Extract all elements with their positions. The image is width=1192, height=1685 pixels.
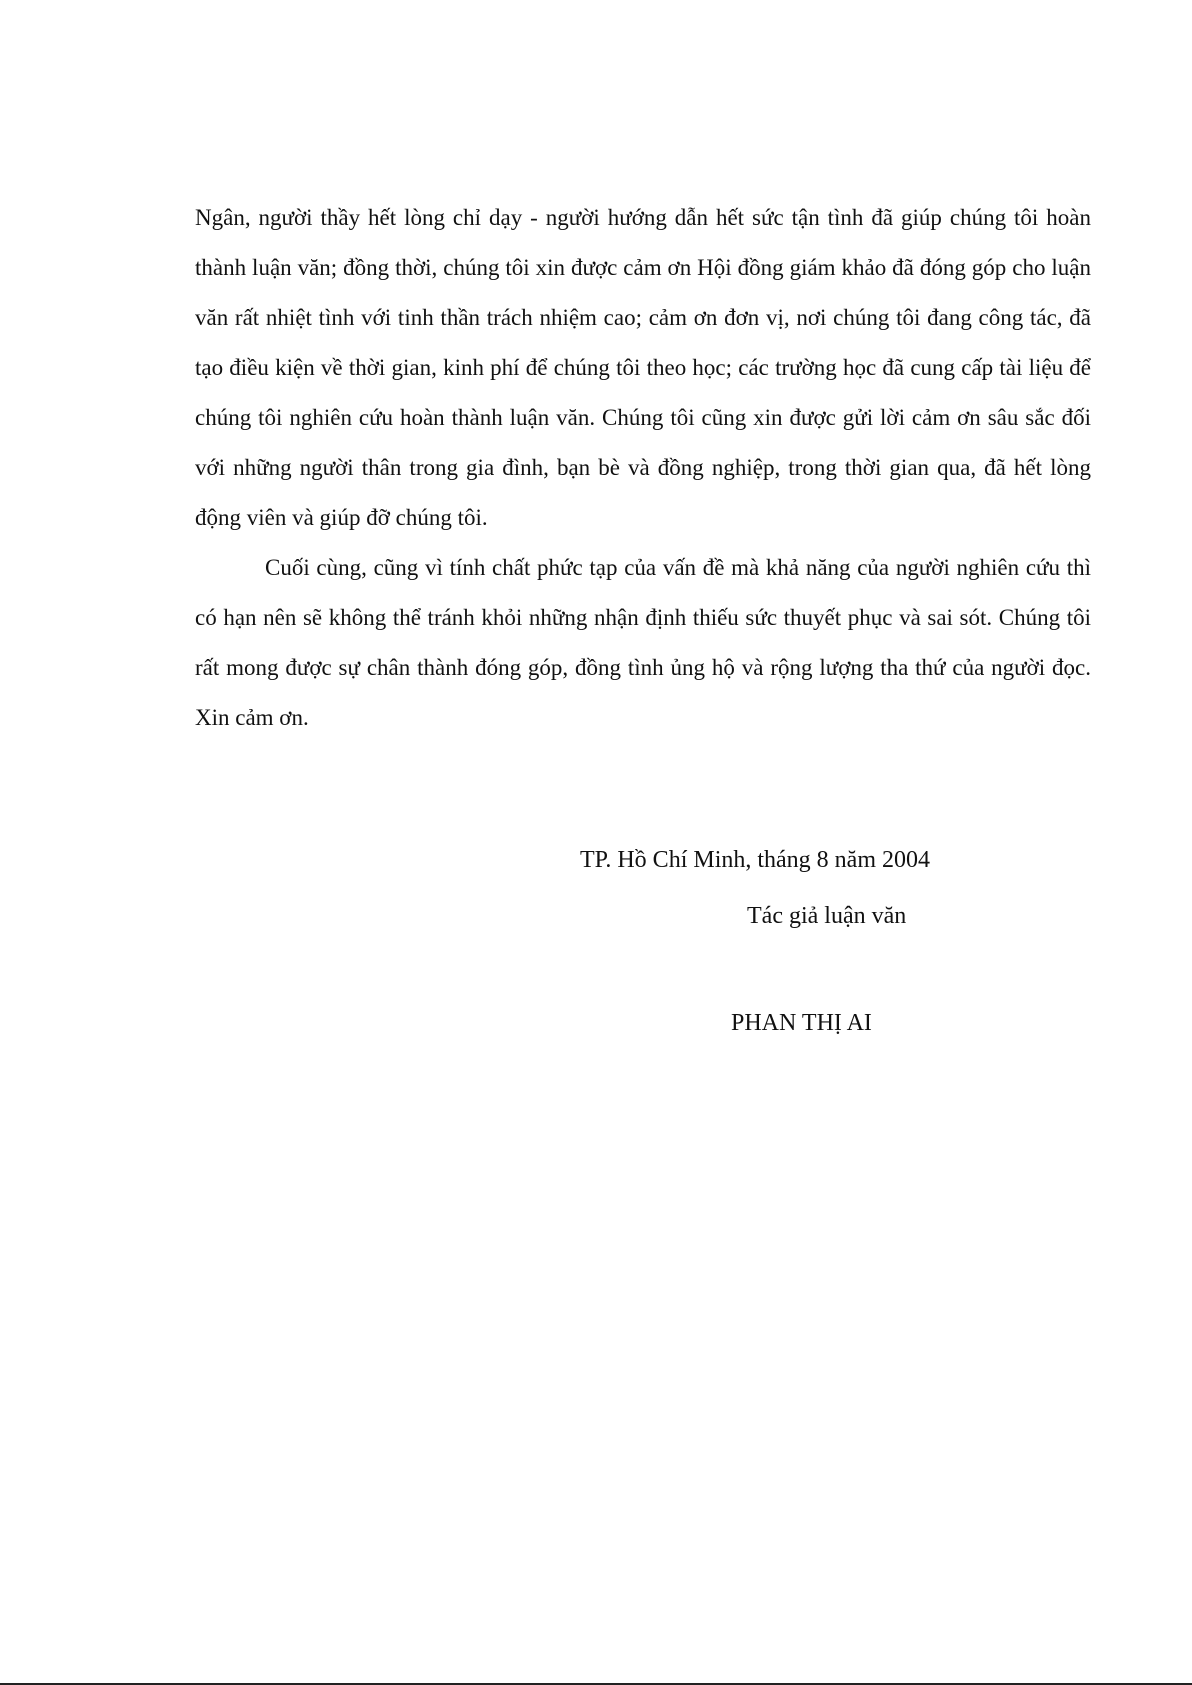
signature-role: Tác giả luận văn xyxy=(747,903,907,929)
paragraph-acknowledgement: Ngân, người thầy hết lòng chỉ dạy - người hướng dẫn hết sức tận tình đã giúp chúng tôi hoàn thành luận văn; đồng thời, chúng tôi xin được cảm ơn Hội đồng giám khảo đã đóng góp cho luận văn rất nhiệt tình với tinh thần trách nhiệm cao; cảm ơn đơn vị, nơi chúng tôi đang công tác, đã tạo điều kiện về thời gian, kinh phí để chúng tôi theo học; các trường học đã cung cấp tài liệu để chúng tôi nghiên cứu hoàn thành luận văn. Chúng tôi cũng xin được gửi lời cảm ơn sâu sắc đối với những người thân trong gia đình, bạn bè và đồng nghiệp, trong thời gian qua, đã hết lòng động viên và giúp đỡ chúng tôi. xyxy=(195,205,1091,530)
body-text xyxy=(195,193,1091,743)
signature-name: PHAN THỊ AI xyxy=(731,1010,872,1036)
signature-place-date: TP. Hồ Chí Minh, tháng 8 năm 2004 xyxy=(580,847,931,873)
paragraph-closing: Cuối cùng, cũng vì tính chất phức tạp của vấn đề mà khả năng của người nghiên cứu thì có hạn nên sẽ không thể tránh khỏi những nhận định thiếu sức thuyết phục và sai sót. Chúng tôi rất mong được sự chân thành đóng góp, đồng tình ủng hộ và rộng lượng tha thứ của người đọc. Xin cảm ơn. xyxy=(195,555,1091,730)
